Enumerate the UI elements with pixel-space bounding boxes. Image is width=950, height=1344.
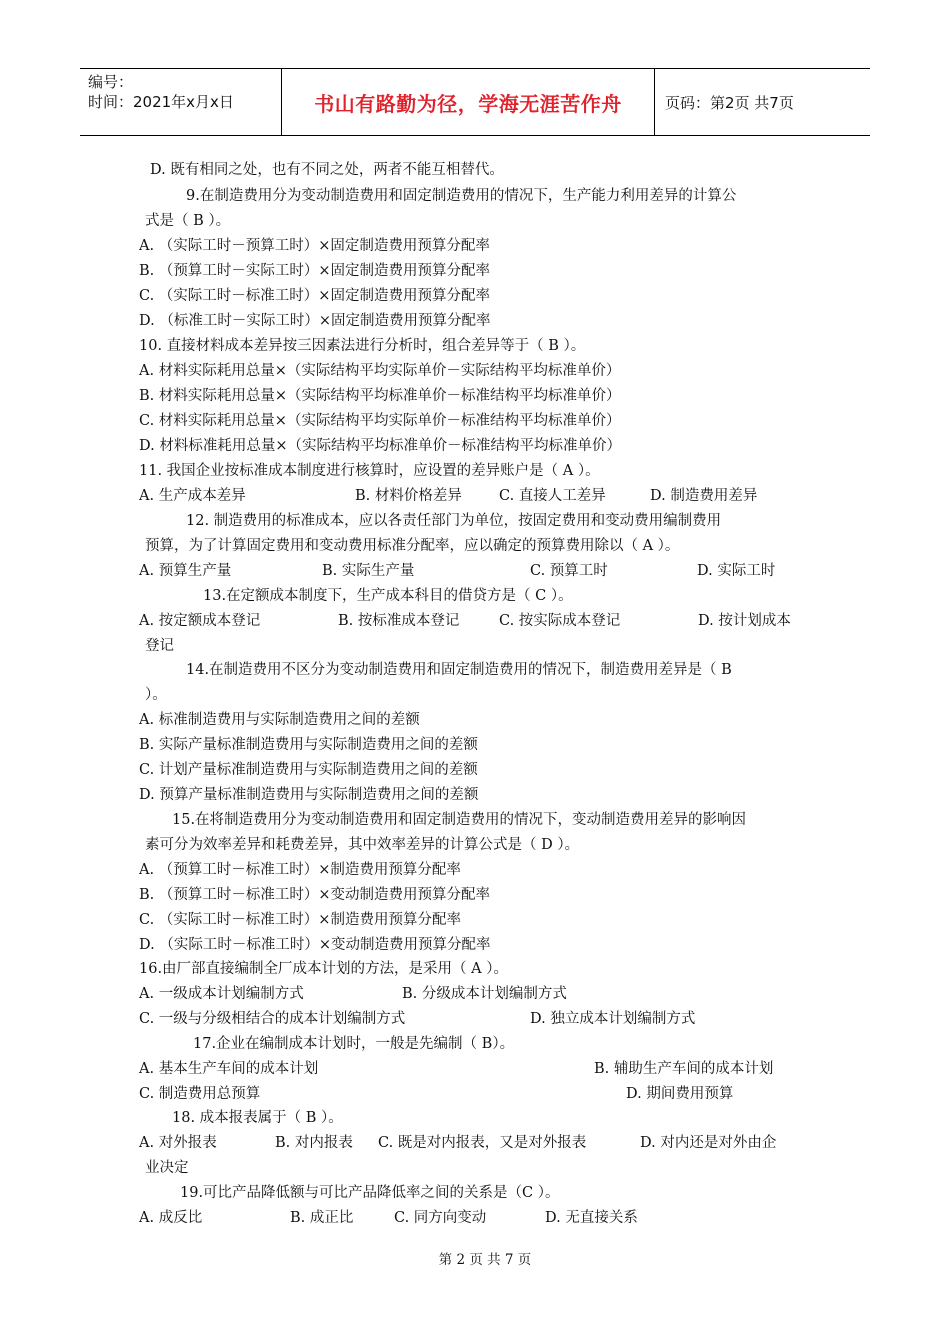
text-line: D. 预算产量标准制造费用与实际制造费用之间的差额 xyxy=(139,787,479,803)
text-line: A. （实际工时－预算工时）×固定制造费用预算分配率 xyxy=(139,238,490,254)
text-line: D. 期间费用预算 xyxy=(626,1086,734,1102)
text-line: D. 对内还是对外由企 xyxy=(640,1135,777,1151)
text-line: 素可分为效率差异和耗费差异，其中效率差异的计算公式是（ D ）。 xyxy=(145,837,580,853)
text-line: 15.在将制造费用分为变动制造费用和固定制造费用的情况下，变动制造费用差异的影响因 xyxy=(172,812,747,828)
text-line: B. 实际生产量 xyxy=(322,563,415,579)
text-line: A. 一级成本计划编制方式 xyxy=(139,986,304,1002)
text-line: A. 生产成本差异 xyxy=(139,488,246,504)
text-line: B. （预算工时－标准工时）×变动制造费用预算分配率 xyxy=(139,887,491,903)
text-line: D. 无直接关系 xyxy=(545,1210,638,1226)
text-line: C. 一级与分级相结合的成本计划编制方式 xyxy=(139,1011,406,1027)
text-line: 19.可比产品降低额与可比产品降低率之间的关系是（C ）。 xyxy=(180,1185,560,1201)
text-line: D. 按计划成本 xyxy=(698,613,791,629)
text-line: C. 按实际成本登记 xyxy=(499,613,621,629)
text-line: ）。 xyxy=(145,687,167,703)
text-line: A. 预算生产量 xyxy=(139,563,232,579)
text-line: D. 实际工时 xyxy=(697,563,776,579)
text-line: 18. 成本报表属于（ B ）。 xyxy=(172,1110,343,1126)
text-line: C. 直接人工差异 xyxy=(499,488,606,504)
text-line: 登记 xyxy=(145,638,174,654)
text-line: B. 材料价格差异 xyxy=(355,488,462,504)
text-line: 14.在制造费用不区分为变动制造费用和固定制造费用的情况下，制造费用差异是（ B xyxy=(186,662,732,678)
text-line: C. 预算工时 xyxy=(530,563,608,579)
text-line: D. 独立成本计划编制方式 xyxy=(530,1011,696,1027)
header-meta xyxy=(80,69,282,135)
text-line: A. 标准制造费用与实际制造费用之间的差额 xyxy=(139,712,420,728)
text-line: A. 基本生产车间的成本计划 xyxy=(139,1061,319,1077)
text-line: 10. 直接材料成本差异按三因素法进行分析时，组合差异等于（ B ）。 xyxy=(139,338,586,354)
text-line: C. 既是对内报表，又是对外报表 xyxy=(378,1135,587,1151)
text-line: 预算，为了计算固定费用和变动费用标准分配率，应以确定的预算费用除以（ A ）。 xyxy=(145,538,680,554)
text-line: B. 实际产量标准制造费用与实际制造费用之间的差额 xyxy=(139,737,478,753)
header-motto: 书山有路勤为径，学海无涯苦作舟 xyxy=(282,69,655,135)
page-footer: 第 2 页 共 7 页 xyxy=(438,1252,532,1268)
text-line: C. 制造费用总预算 xyxy=(139,1086,261,1102)
text-line: C. （实际工时－标准工时）×制造费用预算分配率 xyxy=(139,912,461,928)
text-line: C. （实际工时－标准工时）×固定制造费用预算分配率 xyxy=(139,288,490,304)
text-line: C. 材料实际耗用总量×（实际结构平均实际单价－标准结构平均标准单价） xyxy=(139,413,621,429)
text-line: C. 同方向变动 xyxy=(394,1210,487,1226)
text-line: 13.在定额成本制度下，生产成本科目的借贷方是（ C ）。 xyxy=(203,588,573,604)
text-line: 17.企业在编制成本计划时，一般是先编制（ B）。 xyxy=(193,1036,515,1052)
text-line: B. 按标准成本登记 xyxy=(338,613,460,629)
text-line: D. （标准工时－实际工时）×固定制造费用预算分配率 xyxy=(139,313,491,329)
text-line: B. 对内报表 xyxy=(275,1135,353,1151)
text-line: B. 辅助生产车间的成本计划 xyxy=(594,1061,774,1077)
text-line: C. 计划产量标准制造费用与实际制造费用之间的差额 xyxy=(139,762,478,778)
text-line: B. 分级成本计划编制方式 xyxy=(402,986,567,1002)
text-line: B. 成正比 xyxy=(290,1210,354,1226)
text-line: 16.由厂部直接编制全厂成本计划的方法，是采用（ A ）。 xyxy=(139,961,508,977)
text-line: D. 材料标准耗用总量×（实际结构平均标准单价－标准结构平均标准单价） xyxy=(139,438,621,454)
text-line: 11. 我国企业按标准成本制度进行核算时，应设置的差异账户是（ A ）。 xyxy=(139,463,600,479)
text-line: A. （预算工时－标准工时）×制造费用预算分配率 xyxy=(139,862,461,878)
header-page-info: 页码：第2页 共7页 xyxy=(665,93,794,112)
text-line: D. 既有相同之处，也有不同之处，两者不能互相替代。 xyxy=(150,162,504,178)
text-line: 12. 制造费用的标准成本，应以各责任部门为单位，按固定费用和变动费用编制费用 xyxy=(186,513,722,529)
text-line: 业决定 xyxy=(145,1160,189,1176)
text-line: D. 制造费用差异 xyxy=(650,488,758,504)
text-line: B. 材料实际耗用总量×（实际结构平均标准单价－标准结构平均标准单价） xyxy=(139,388,621,404)
time-label: 时间：2021年x月x日 xyxy=(88,93,234,111)
text-line: D. （实际工时－标准工时）×变动制造费用预算分配率 xyxy=(139,937,491,953)
page-header xyxy=(80,68,870,136)
text-line: A. 对外报表 xyxy=(139,1135,217,1151)
text-line: B. （预算工时－实际工时）×固定制造费用预算分配率 xyxy=(139,263,491,279)
text-line: A. 成反比 xyxy=(139,1210,203,1226)
text-line: 9.在制造费用分为变动制造费用和固定制造费用的情况下，生产能力利用差异的计算公 xyxy=(186,188,737,204)
text-line: A. 材料实际耗用总量×（实际结构平均实际单价－实际结构平均标准单价） xyxy=(139,363,621,379)
text-line: 式是（ B ）。 xyxy=(145,213,231,229)
number-label: 编号： xyxy=(88,73,134,91)
text-line: A. 按定额成本登记 xyxy=(139,613,261,629)
